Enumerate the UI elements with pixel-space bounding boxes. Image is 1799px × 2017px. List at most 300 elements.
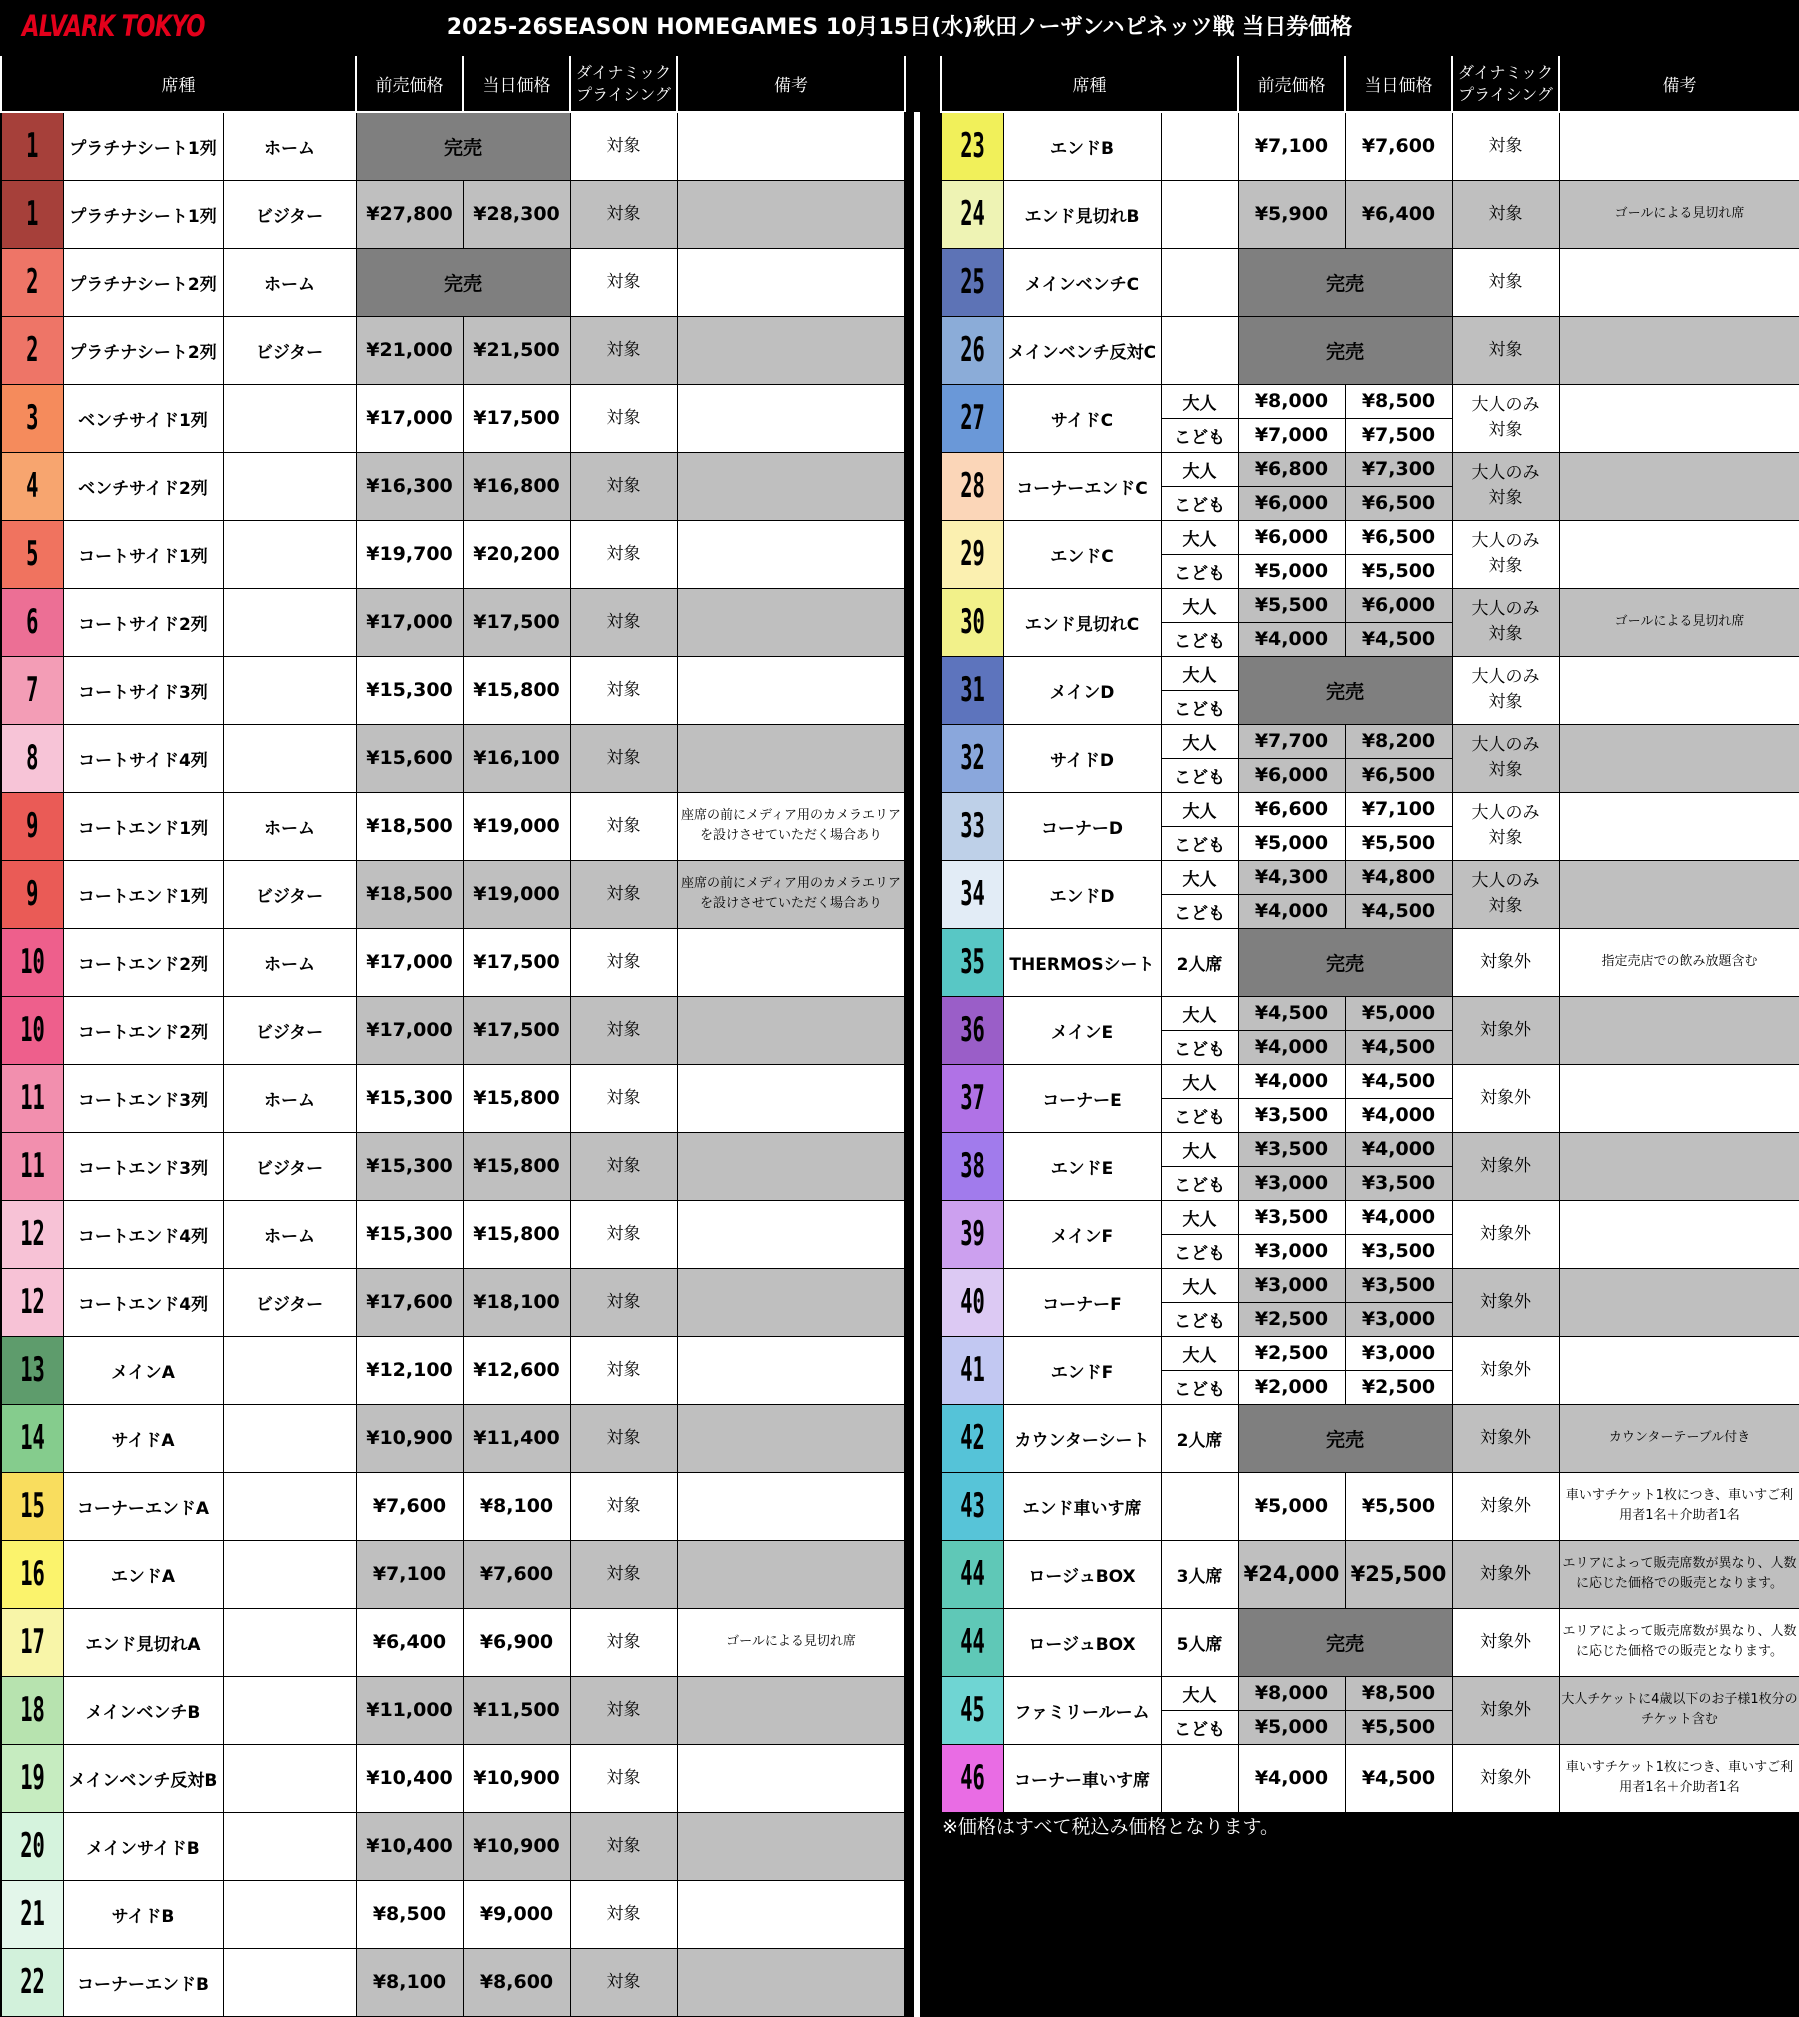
- seat-name: サイドB: [63, 1880, 223, 1948]
- seat-name: エンドF: [1003, 1336, 1161, 1404]
- seat-name: サイドA: [63, 1404, 223, 1472]
- seat-name: エンドD: [1003, 860, 1161, 928]
- seat-number: 32: [959, 738, 985, 778]
- seat-number: 1: [25, 126, 39, 167]
- child-label: こども: [1161, 1234, 1238, 1268]
- seat-name: コーナーF: [1003, 1268, 1161, 1336]
- side-label: [223, 1404, 356, 1472]
- dynamic-pricing-status: [1452, 860, 1559, 928]
- dayof-price: ¥15,800: [463, 1132, 570, 1200]
- side-label: [223, 1608, 356, 1676]
- dynamic-line-1: 大人のみ: [1471, 735, 1540, 755]
- dynamic-pricing-status: 対象: [570, 180, 677, 248]
- dynamic-line-2: 対象: [1488, 624, 1523, 644]
- dynamic-pricing-status: 対象外: [1452, 1064, 1559, 1132]
- dayof-price: ¥7,600: [463, 1540, 570, 1608]
- seat-number-badge: [941, 1268, 1003, 1336]
- dynamic-pricing-status: 対象外: [1452, 996, 1559, 1064]
- child-advance-price: ¥4,000: [1238, 1030, 1345, 1064]
- sold-out-badge: 完売: [1238, 248, 1452, 316]
- seat-number: 22: [19, 1962, 45, 2002]
- seat-capacity: [1161, 1472, 1238, 1540]
- child-advance-price: ¥3,000: [1238, 1166, 1345, 1200]
- remarks: [1559, 248, 1799, 316]
- dayof-price: ¥10,900: [463, 1744, 570, 1812]
- remarks: 指定売店での飲み放題含む: [1559, 928, 1799, 996]
- seat-name: カウンターシート: [1003, 1404, 1161, 1472]
- adult-label: 大人: [1161, 1676, 1238, 1710]
- seat-number: 37: [959, 1078, 985, 1118]
- child-advance-price: ¥2,500: [1238, 1302, 1345, 1336]
- child-advance-price: ¥6,000: [1238, 486, 1345, 520]
- dayof-price: ¥12,600: [463, 1336, 570, 1404]
- seat-number: 6: [25, 602, 39, 642]
- sold-out-badge: 完売: [356, 112, 570, 180]
- table-row: [941, 1540, 1799, 1608]
- child-label: こども: [1161, 622, 1238, 656]
- seat-name: メインD: [1003, 656, 1161, 724]
- seat-number-badge: [941, 928, 1003, 996]
- seat-name: ファミリールーム: [1003, 1676, 1161, 1744]
- adult-dayof-price: ¥5,000: [1345, 996, 1452, 1030]
- dynamic-pricing-status: 対象: [570, 1812, 677, 1880]
- table-row: [1, 248, 905, 316]
- seat-name: エンドC: [1003, 520, 1161, 588]
- child-advance-price: ¥5,000: [1238, 554, 1345, 588]
- adult-label: 大人: [1161, 588, 1238, 622]
- seat-number-badge: [941, 452, 1003, 520]
- child-advance-price: ¥5,000: [1238, 1710, 1345, 1744]
- remarks: [1559, 1336, 1799, 1404]
- seat-number: 8: [25, 738, 39, 778]
- dayof-price: ¥11,500: [463, 1676, 570, 1744]
- side-label: ホーム: [223, 248, 356, 316]
- seat-number: 9: [25, 806, 39, 846]
- child-label: こども: [1161, 1302, 1238, 1336]
- left-price-table: [0, 56, 906, 2017]
- advance-price: ¥11,000: [356, 1676, 463, 1744]
- child-label: こども: [1161, 1098, 1238, 1132]
- dynamic-pricing-status: 対象: [570, 656, 677, 724]
- seat-name: コートサイド2列: [63, 588, 223, 656]
- remarks: [1559, 996, 1799, 1064]
- adult-label: 大人: [1161, 1200, 1238, 1234]
- dynamic-line-1: 大人のみ: [1471, 395, 1540, 415]
- advance-price: ¥18,500: [356, 860, 463, 928]
- dynamic-pricing-status: 対象: [570, 112, 677, 180]
- table-row: [1, 860, 905, 928]
- advance-price: ¥19,700: [356, 520, 463, 588]
- table-row: [941, 112, 1799, 180]
- child-dayof-price: ¥3,000: [1345, 1302, 1452, 1336]
- remarks: 座席の前にメディア用のカメラエリアを設けさせていただく場合あり: [677, 792, 905, 860]
- seat-name: メインF: [1003, 1200, 1161, 1268]
- divider-stripe: [914, 112, 920, 2017]
- remarks: [677, 1064, 905, 1132]
- dynamic-pricing-status: 対象: [1452, 316, 1559, 384]
- remarks: [1559, 520, 1799, 588]
- side-label: [223, 724, 356, 792]
- adult-label: 大人: [1161, 996, 1238, 1030]
- seat-number-badge: [1, 1948, 63, 2016]
- seat-number: 34: [959, 874, 985, 914]
- seat-name: プラチナシート2列: [63, 316, 223, 384]
- dynamic-pricing-status: 対象: [570, 316, 677, 384]
- remarks: [677, 248, 905, 316]
- left-header-row: [1, 56, 905, 112]
- seat-number-badge: [1, 1676, 63, 1744]
- seat-name: ベンチサイド2列: [63, 452, 223, 520]
- col-dayof-header: 当日価格: [463, 56, 570, 112]
- adult-advance-price: ¥6,600: [1238, 792, 1345, 826]
- dayof-price: ¥19,000: [463, 860, 570, 928]
- dayof-price: ¥9,000: [463, 1880, 570, 1948]
- dynamic-pricing-status: 対象: [570, 1200, 677, 1268]
- seat-name: コートエンド2列: [63, 996, 223, 1064]
- advance-price: ¥15,300: [356, 1132, 463, 1200]
- adult-dayof-price: ¥4,800: [1345, 860, 1452, 894]
- dynamic-line-1: 大人のみ: [1471, 531, 1540, 551]
- seat-name: THERMOSシート: [1003, 928, 1161, 996]
- dynamic-pricing-status: 対象: [570, 1880, 677, 1948]
- adult-dayof-price: ¥4,500: [1345, 1064, 1452, 1098]
- child-label: こども: [1161, 1710, 1238, 1744]
- advance-price: ¥6,400: [356, 1608, 463, 1676]
- seat-number-badge: [941, 1540, 1003, 1608]
- seat-capacity: 2人席: [1161, 1404, 1238, 1472]
- seat-name: コートエンド4列: [63, 1268, 223, 1336]
- remarks: [677, 1812, 905, 1880]
- seat-number-badge: [1, 1744, 63, 1812]
- adult-dayof-price: ¥8,500: [1345, 1676, 1452, 1710]
- seat-number: 36: [959, 1010, 985, 1050]
- seat-number: 40: [959, 1282, 985, 1322]
- table-row: [1, 112, 905, 180]
- side-label: ビジター: [223, 996, 356, 1064]
- remarks: [677, 1880, 905, 1948]
- seat-number: 16: [19, 1554, 45, 1594]
- seat-number: 43: [959, 1486, 985, 1526]
- remarks: [1559, 1268, 1799, 1336]
- remarks: [677, 452, 905, 520]
- seat-number-badge: [1, 1608, 63, 1676]
- side-label: [223, 452, 356, 520]
- side-label: ビジター: [223, 180, 356, 248]
- table-row: [1, 1540, 905, 1608]
- table-row: [941, 248, 1799, 316]
- table-row: [1, 1676, 905, 1744]
- adult-advance-price: ¥3,500: [1238, 1132, 1345, 1166]
- dayof-price: ¥17,500: [463, 588, 570, 656]
- seat-name: コートエンド3列: [63, 1132, 223, 1200]
- seat-number: 10: [19, 1010, 45, 1050]
- seat-number: 27: [959, 398, 985, 438]
- seat-capacity: 2人席: [1161, 928, 1238, 996]
- dynamic-pricing-status: 対象: [570, 1336, 677, 1404]
- col-dynamic-header: ダイナミック プライシング: [1452, 56, 1559, 112]
- seat-number-badge: [1, 1064, 63, 1132]
- child-advance-price: ¥4,000: [1238, 622, 1345, 656]
- dynamic-pricing-status: 対象外: [1452, 1608, 1559, 1676]
- seat-number: 12: [19, 1282, 45, 1322]
- child-advance-price: ¥7,000: [1238, 418, 1345, 452]
- child-advance-price: ¥5,000: [1238, 826, 1345, 860]
- seat-number: 44: [959, 1554, 985, 1594]
- dynamic-pricing-status: 対象: [570, 588, 677, 656]
- seat-number-badge: [941, 1676, 1003, 1744]
- seat-name: エンドB: [1003, 112, 1161, 180]
- seat-name: プラチナシート1列: [63, 180, 223, 248]
- side-label: ホーム: [223, 1200, 356, 1268]
- remarks: [677, 1336, 905, 1404]
- seat-name: エンド見切れB: [1003, 180, 1161, 248]
- table-row: [1, 520, 905, 588]
- table-row: [1, 656, 905, 724]
- advance-price: ¥15,300: [356, 1200, 463, 1268]
- table-row: [941, 1676, 1799, 1710]
- seat-name: コートサイド1列: [63, 520, 223, 588]
- dynamic-pricing-status: 対象外: [1452, 1132, 1559, 1200]
- side-label: [223, 1812, 356, 1880]
- seat-number-badge: [941, 112, 1003, 180]
- seat-number: 9: [25, 874, 39, 914]
- seat-name: サイドC: [1003, 384, 1161, 452]
- advance-price: ¥17,000: [356, 928, 463, 996]
- seat-name: コーナーエンドB: [63, 1948, 223, 2016]
- seat-number: 46: [959, 1758, 985, 1798]
- side-label: [223, 1744, 356, 1812]
- remarks: [1559, 1200, 1799, 1268]
- adult-dayof-price: ¥4,000: [1345, 1200, 1452, 1234]
- col-advance-header: 前売価格: [1238, 56, 1345, 112]
- seat-number: 12: [19, 1214, 45, 1254]
- seat-capacity: 3人席: [1161, 1540, 1238, 1608]
- seat-number-badge: [1, 1132, 63, 1200]
- advance-price: ¥24,000: [1238, 1540, 1345, 1608]
- remarks: [677, 112, 905, 180]
- seat-number-badge: [1, 1268, 63, 1336]
- adult-advance-price: ¥8,000: [1238, 1676, 1345, 1710]
- table-row: [1, 1744, 905, 1812]
- seat-name: ベンチサイド1列: [63, 384, 223, 452]
- table-row: [1, 996, 905, 1064]
- remarks: [677, 520, 905, 588]
- dynamic-pricing-status: 対象外: [1452, 1404, 1559, 1472]
- dynamic-line-2: 対象: [1488, 760, 1523, 780]
- adult-label: 大人: [1161, 520, 1238, 554]
- remarks: [1559, 1132, 1799, 1200]
- side-label: [223, 1472, 356, 1540]
- seat-number-badge: [941, 1744, 1003, 1812]
- dynamic-pricing-status: 対象: [1452, 180, 1559, 248]
- dayof-price: ¥21,500: [463, 316, 570, 384]
- seat-name: メインサイドB: [63, 1812, 223, 1880]
- dynamic-pricing-status: [1452, 588, 1559, 656]
- seat-name: エンド見切れC: [1003, 588, 1161, 656]
- dayof-price: ¥8,600: [463, 1948, 570, 2016]
- seat-capacity: [1161, 248, 1238, 316]
- seat-capacity: 5人席: [1161, 1608, 1238, 1676]
- seat-name: コートサイド3列: [63, 656, 223, 724]
- dynamic-line-1: 大人のみ: [1471, 667, 1540, 687]
- table-row: [941, 1608, 1799, 1676]
- seat-number: 18: [19, 1690, 45, 1730]
- seat-number-badge: [1, 1200, 63, 1268]
- side-label: [223, 1540, 356, 1608]
- advance-price: ¥10,400: [356, 1812, 463, 1880]
- dynamic-pricing-status: 対象外: [1452, 928, 1559, 996]
- adult-advance-price: ¥6,800: [1238, 452, 1345, 486]
- adult-advance-price: ¥6,000: [1238, 520, 1345, 554]
- seat-number-badge: [1, 1336, 63, 1404]
- col-note-header: 備考: [677, 56, 905, 112]
- header-bar: [0, 0, 1799, 56]
- dynamic-pricing-status: [1452, 792, 1559, 860]
- side-label: [223, 1336, 356, 1404]
- seat-name: メインA: [63, 1336, 223, 1404]
- table-row: [941, 860, 1799, 894]
- remarks: [1559, 452, 1799, 520]
- seat-number: 31: [959, 670, 985, 710]
- seat-name: エンド見切れA: [63, 1608, 223, 1676]
- table-row: [941, 588, 1799, 622]
- dynamic-line-1: 大人のみ: [1471, 463, 1540, 483]
- adult-label: 大人: [1161, 452, 1238, 486]
- dynamic-pricing-status: 対象: [570, 1404, 677, 1472]
- seat-name: メインベンチ反対C: [1003, 316, 1161, 384]
- seat-number: 41: [959, 1350, 985, 1390]
- seat-number: 7: [25, 670, 39, 710]
- dynamic-line-2: 対象: [1488, 420, 1523, 440]
- child-dayof-price: ¥4,500: [1345, 894, 1452, 928]
- seat-number-badge: [1, 996, 63, 1064]
- dayof-price: ¥18,100: [463, 1268, 570, 1336]
- seat-number-badge: [1, 588, 63, 656]
- child-label: こども: [1161, 894, 1238, 928]
- seat-number: 3: [25, 398, 39, 438]
- page-title: 2025-26SEASON HOMEGAMES 10月15日(水)秋田ノーザンハピネッツ戦 当日券価格: [446, 15, 1353, 40]
- dynamic-line-2: 対象: [1488, 488, 1523, 508]
- sold-out-badge: 完売: [1238, 1608, 1452, 1676]
- dynamic-pricing-status: 対象: [570, 1608, 677, 1676]
- remarks: エリアによって販売席数が異なり、人数に応じた価格での販売となります。: [1559, 1540, 1799, 1608]
- dayof-price: ¥15,800: [463, 1064, 570, 1132]
- seat-number-badge: [941, 248, 1003, 316]
- advance-price: ¥10,900: [356, 1404, 463, 1472]
- dayof-price: ¥19,000: [463, 792, 570, 860]
- dynamic-pricing-status: 対象: [570, 452, 677, 520]
- child-dayof-price: ¥5,500: [1345, 826, 1452, 860]
- dynamic-pricing-status: [1452, 384, 1559, 452]
- dayof-price: ¥16,100: [463, 724, 570, 792]
- child-dayof-price: ¥3,500: [1345, 1234, 1452, 1268]
- advance-price: ¥18,500: [356, 792, 463, 860]
- seat-number-badge: [1, 1540, 63, 1608]
- table-row: [1, 384, 905, 452]
- advance-price: ¥5,900: [1238, 180, 1345, 248]
- seat-number: 2: [25, 262, 39, 302]
- seat-number-badge: [941, 588, 1003, 656]
- seat-number-badge: [1, 180, 63, 248]
- column-divider: [904, 112, 940, 2017]
- adult-dayof-price: ¥7,100: [1345, 792, 1452, 826]
- sold-out-badge: 完売: [1238, 316, 1452, 384]
- dynamic-pricing-status: 対象: [570, 1540, 677, 1608]
- seat-number-badge: [1, 520, 63, 588]
- dayof-price: ¥28,300: [463, 180, 570, 248]
- adult-dayof-price: ¥3,500: [1345, 1268, 1452, 1302]
- advance-price: ¥5,000: [1238, 1472, 1345, 1540]
- table-row: [941, 928, 1799, 996]
- table-row: [1, 588, 905, 656]
- side-label: ホーム: [223, 1064, 356, 1132]
- table-row: [941, 452, 1799, 486]
- seat-name: コーナーエンドA: [63, 1472, 223, 1540]
- side-label: ホーム: [223, 928, 356, 996]
- dynamic-pricing-status: 対象: [570, 724, 677, 792]
- seat-number-badge: [941, 520, 1003, 588]
- dynamic-pricing-status: [1452, 520, 1559, 588]
- advance-price: ¥17,000: [356, 996, 463, 1064]
- seat-number-badge: [941, 1064, 1003, 1132]
- remarks: [677, 180, 905, 248]
- table-row: [941, 1200, 1799, 1234]
- seat-number-badge: [941, 996, 1003, 1064]
- seat-number: 11: [19, 1078, 45, 1118]
- remarks: 車いすチケット1枚につき、車いすご利用者1名＋介助者1名: [1559, 1744, 1799, 1812]
- dynamic-pricing-status: 対象: [570, 1268, 677, 1336]
- remarks: [677, 1472, 905, 1540]
- seat-number-badge: [1, 928, 63, 996]
- remarks: [1559, 792, 1799, 860]
- table-row: [1, 724, 905, 792]
- adult-advance-price: ¥2,500: [1238, 1336, 1345, 1370]
- child-label: こども: [1161, 418, 1238, 452]
- dynamic-line-1: 大人のみ: [1471, 803, 1540, 823]
- table-row: [941, 1336, 1799, 1370]
- dynamic-line-2: 対象: [1488, 896, 1523, 916]
- dynamic-pricing-status: 対象: [570, 1132, 677, 1200]
- seat-number-badge: [1, 1404, 63, 1472]
- child-advance-price: ¥6,000: [1238, 758, 1345, 792]
- adult-label: 大人: [1161, 656, 1238, 690]
- adult-advance-price: ¥7,700: [1238, 724, 1345, 758]
- dynamic-pricing-status: 対象: [570, 1064, 677, 1132]
- col-note-header: 備考: [1559, 56, 1799, 112]
- side-label: [223, 520, 356, 588]
- dayof-price: ¥5,500: [1345, 1472, 1452, 1540]
- seat-number-badge: [941, 316, 1003, 384]
- sold-out-badge: 完売: [1238, 928, 1452, 996]
- child-label: こども: [1161, 826, 1238, 860]
- seat-number: 10: [19, 942, 45, 982]
- seat-number-badge: [1, 452, 63, 520]
- seat-number-badge: [1, 1880, 63, 1948]
- seat-number-badge: [1, 724, 63, 792]
- child-label: こども: [1161, 1166, 1238, 1200]
- seat-capacity: [1161, 112, 1238, 180]
- dayof-price: ¥8,100: [463, 1472, 570, 1540]
- seat-number: 26: [959, 330, 985, 370]
- child-label: こども: [1161, 486, 1238, 520]
- seat-number-badge: [941, 724, 1003, 792]
- child-dayof-price: ¥4,500: [1345, 1030, 1452, 1064]
- seat-name: ロージュBOX: [1003, 1608, 1161, 1676]
- dynamic-pricing-status: [1452, 656, 1559, 724]
- dynamic-pricing-status: 対象: [570, 520, 677, 588]
- remarks: [1559, 656, 1799, 724]
- seat-number: 14: [19, 1418, 45, 1458]
